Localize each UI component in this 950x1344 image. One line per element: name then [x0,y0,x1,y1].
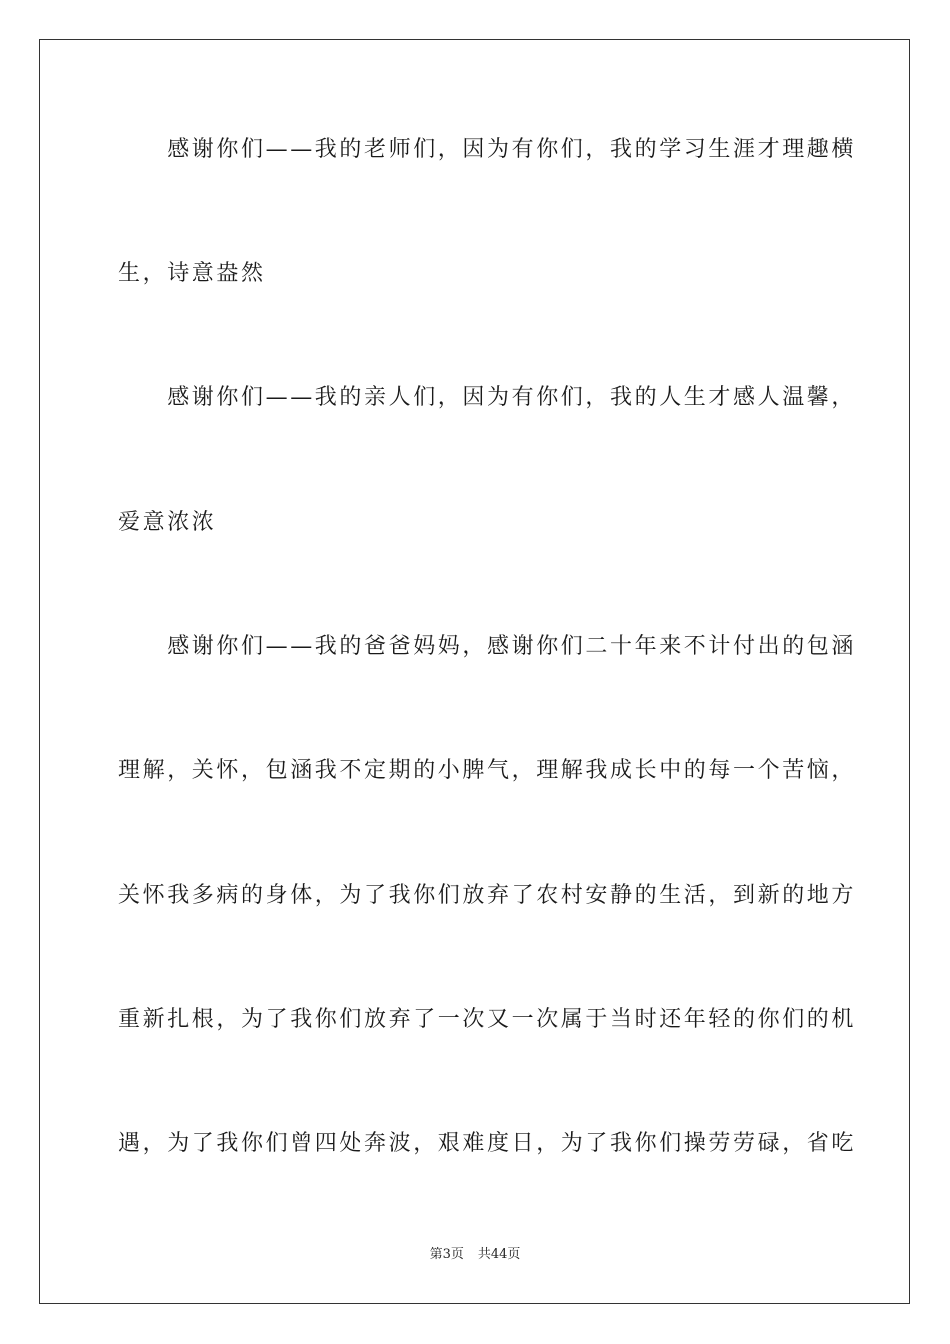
text-line-3: 感谢你们——我的亲人们，因为有你们，我的人生才感人温馨， [118,385,857,410]
text-line-6: 理解，关怀，包涵我不定期的小脾气，理解我成长中的每一个苦恼， [118,758,857,783]
text-line-9: 遇，为了我你们曾四处奔波，艰难度日，为了我你们操劳劳碌，省吃 [118,1131,857,1156]
page-footer [0,1246,950,1264]
text-line-2: 生，诗意盎然 [118,261,266,286]
text-line-4: 爱意浓浓 [118,510,217,535]
text-line-8: 重新扎根，为了我你们放弃了一次又一次属于当时还年轻的你们的机 [118,1007,857,1032]
text-line-7: 关怀我多病的身体，为了我你们放弃了农村安静的生活，到新的地方 [118,883,857,908]
page-total: 共44页 [477,1247,521,1262]
text-line-1: 感谢你们——我的老师们，因为有你们，我的学习生涯才理趣横 [118,137,857,162]
page-number: 第3页 [429,1247,464,1262]
page-border [39,39,910,1304]
text-line-5: 感谢你们——我的爸爸妈妈，感谢你们二十年来不计付出的包涵 [118,634,857,659]
